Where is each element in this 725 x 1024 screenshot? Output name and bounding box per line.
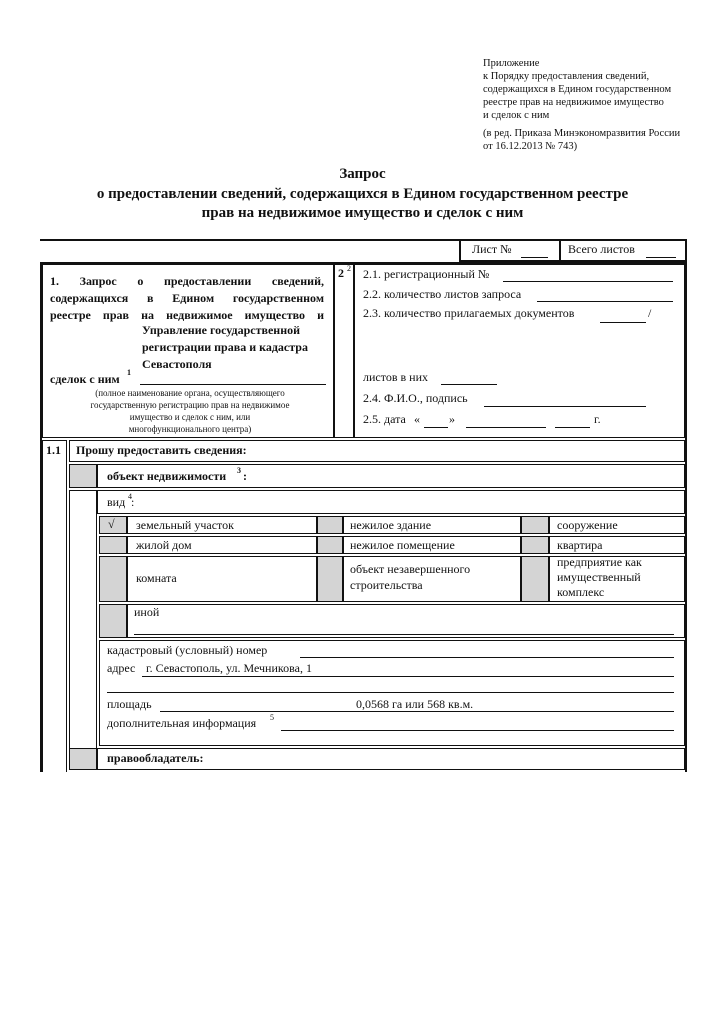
header-edition-1: (в ред. Приказа Минэкономразвития России xyxy=(483,128,681,139)
object-checkbox[interactable] xyxy=(69,464,97,488)
land-label: земельный участок xyxy=(136,518,234,532)
kind-left-column xyxy=(69,490,97,748)
section11-heading: Прошу предоставить сведения: xyxy=(76,443,247,457)
section2-footnote: 2 xyxy=(347,264,351,273)
header-line-4: реестре прав на недвижимое имущество xyxy=(483,97,664,108)
check-mark-icon: √ xyxy=(108,517,115,531)
section1-note-2: государственную регистрацию прав на недвижимое xyxy=(90,400,290,410)
fio-field[interactable] xyxy=(484,406,646,407)
header-line-1: Приложение xyxy=(483,58,540,69)
section1-line-4: сделок с ним xyxy=(50,372,120,386)
object-footnote: 3 xyxy=(237,466,241,475)
reg-number-label: 2.1. регистрационный № xyxy=(363,267,490,281)
sheet-box-divider xyxy=(559,241,561,261)
authority-line-1: Управление государственной xyxy=(142,323,301,337)
structure-label: сооружение xyxy=(557,518,618,532)
house-checkbox[interactable] xyxy=(99,536,127,554)
header-line-2: к Порядку предоставления сведений, xyxy=(483,71,650,82)
unfinished-label-2: строительства xyxy=(350,578,423,592)
cadastral-field[interactable] xyxy=(300,657,674,658)
extra-info-field[interactable] xyxy=(281,730,674,731)
room-checkbox[interactable] xyxy=(99,556,127,602)
holder-label: правообладатель: xyxy=(107,751,204,765)
authority-line-3: Севастополя xyxy=(142,357,212,371)
kind-box xyxy=(97,490,685,514)
other-field[interactable] xyxy=(134,634,674,635)
date-year-field[interactable] xyxy=(555,427,590,428)
page-title-line-2: о предоставлении сведений, содержащихся в Едином государственном реестре xyxy=(96,186,629,202)
docs-count-field[interactable] xyxy=(600,322,646,323)
object-colon: : xyxy=(243,469,247,483)
structure-checkbox[interactable] xyxy=(521,516,549,534)
apartment-checkbox[interactable] xyxy=(521,536,549,554)
enterprise-label-3: комплекс xyxy=(557,585,605,599)
area-field xyxy=(160,711,674,712)
area-label: площадь xyxy=(107,697,152,711)
page-title-line-3: прав на недвижимое имущество и сделок с ним xyxy=(201,205,524,221)
unfinished-checkbox[interactable] xyxy=(317,556,343,602)
header-edition-2: от 16.12.2013 № 743) xyxy=(483,141,578,152)
authority-line-2: регистрации права и кадастра xyxy=(142,340,308,354)
kind-footnote: 4 xyxy=(128,492,132,501)
other-label: иной xyxy=(134,605,160,619)
sheets-in-label: листов в них xyxy=(363,370,428,384)
cadastral-label: кадастровый (условный) номер xyxy=(107,643,268,657)
kind-colon: : xyxy=(131,495,135,509)
section1-line-1: 1. Запрос о предоставлении сведений, xyxy=(50,274,324,288)
date-close-quote: » xyxy=(449,412,455,426)
address-label: адрес xyxy=(107,661,136,675)
form-frame-bottom-gap xyxy=(40,770,687,772)
other-checkbox[interactable] xyxy=(99,604,127,638)
enterprise-label-2: имущественный xyxy=(557,570,641,584)
sheet-number-label: Лист № xyxy=(472,242,512,256)
section1-note-4: многофункционального центра) xyxy=(128,424,252,434)
kind-label: вид xyxy=(107,495,126,509)
sheet-total-label: Всего листов xyxy=(568,242,635,256)
address-value[interactable]: г. Севастополь, ул. Мечникова, 1 xyxy=(146,661,312,675)
page-title: Запрос xyxy=(339,166,386,182)
address-field xyxy=(142,676,674,677)
section2-number: 2 xyxy=(338,266,344,280)
extra-info-footnote: 5 xyxy=(270,713,274,722)
house-label: жилой дом xyxy=(136,538,192,552)
sheet-total-field[interactable] xyxy=(646,257,676,258)
section1-note-3: имущество и сделок с ним, или xyxy=(129,412,251,422)
apartment-label: квартира xyxy=(557,538,603,552)
nonres-building-checkbox[interactable] xyxy=(317,516,343,534)
sheets-in-field[interactable] xyxy=(441,384,497,385)
nonres-premises-checkbox[interactable] xyxy=(317,536,343,554)
header-line-3: содержащихся в Едином государственном xyxy=(483,84,672,95)
docs-count-slash: / xyxy=(648,306,652,320)
section11-number: 1.1 xyxy=(46,443,61,457)
enterprise-checkbox[interactable] xyxy=(521,556,549,602)
other-option xyxy=(127,604,685,638)
authority-field[interactable] xyxy=(140,384,326,385)
date-day-field[interactable] xyxy=(424,427,448,428)
date-year-suffix: г. xyxy=(594,412,601,426)
reg-number-field[interactable] xyxy=(503,281,673,282)
section1-line-2: содержащихся в Едином государственном xyxy=(50,291,324,305)
area-value[interactable]: 0,0568 га или 568 кв.м. xyxy=(356,697,474,711)
holder-checkbox[interactable] xyxy=(69,748,97,770)
sheet-number-field[interactable] xyxy=(521,257,548,258)
date-open-quote: « xyxy=(414,412,420,426)
enterprise-label-1: предприятие как xyxy=(557,555,642,569)
nonres-building-label: нежилое здание xyxy=(350,518,432,532)
section11-num-box xyxy=(42,440,67,772)
section1-note-1: (полное наименование органа, осуществляющего xyxy=(95,388,285,398)
docs-count-label: 2.3. количество прилагаемых документов xyxy=(363,306,575,320)
sheets-count-label: 2.2. количество листов запроса xyxy=(363,287,522,301)
section2-num-box xyxy=(334,264,354,438)
object-label: объект недвижимости xyxy=(107,469,227,483)
section1-line-3: реестре прав на недвижимое имущество и xyxy=(50,308,324,322)
section1-footnote-1: 1 xyxy=(127,368,131,377)
room-label: комната xyxy=(136,571,177,585)
unfinished-label-1: объект незавершенного xyxy=(350,562,471,576)
header-line-5: и сделок с ним xyxy=(483,110,550,121)
extra-info-label: дополнительная информация xyxy=(107,716,257,730)
sheets-count-field[interactable] xyxy=(537,301,673,302)
date-month-field[interactable] xyxy=(466,427,546,428)
fio-label: 2.4. Ф.И.О., подпись xyxy=(363,391,468,405)
address-field-line-2 xyxy=(107,692,674,693)
date-label: 2.5. дата xyxy=(363,412,406,426)
nonres-premises-label: нежилое помещение xyxy=(350,538,455,552)
